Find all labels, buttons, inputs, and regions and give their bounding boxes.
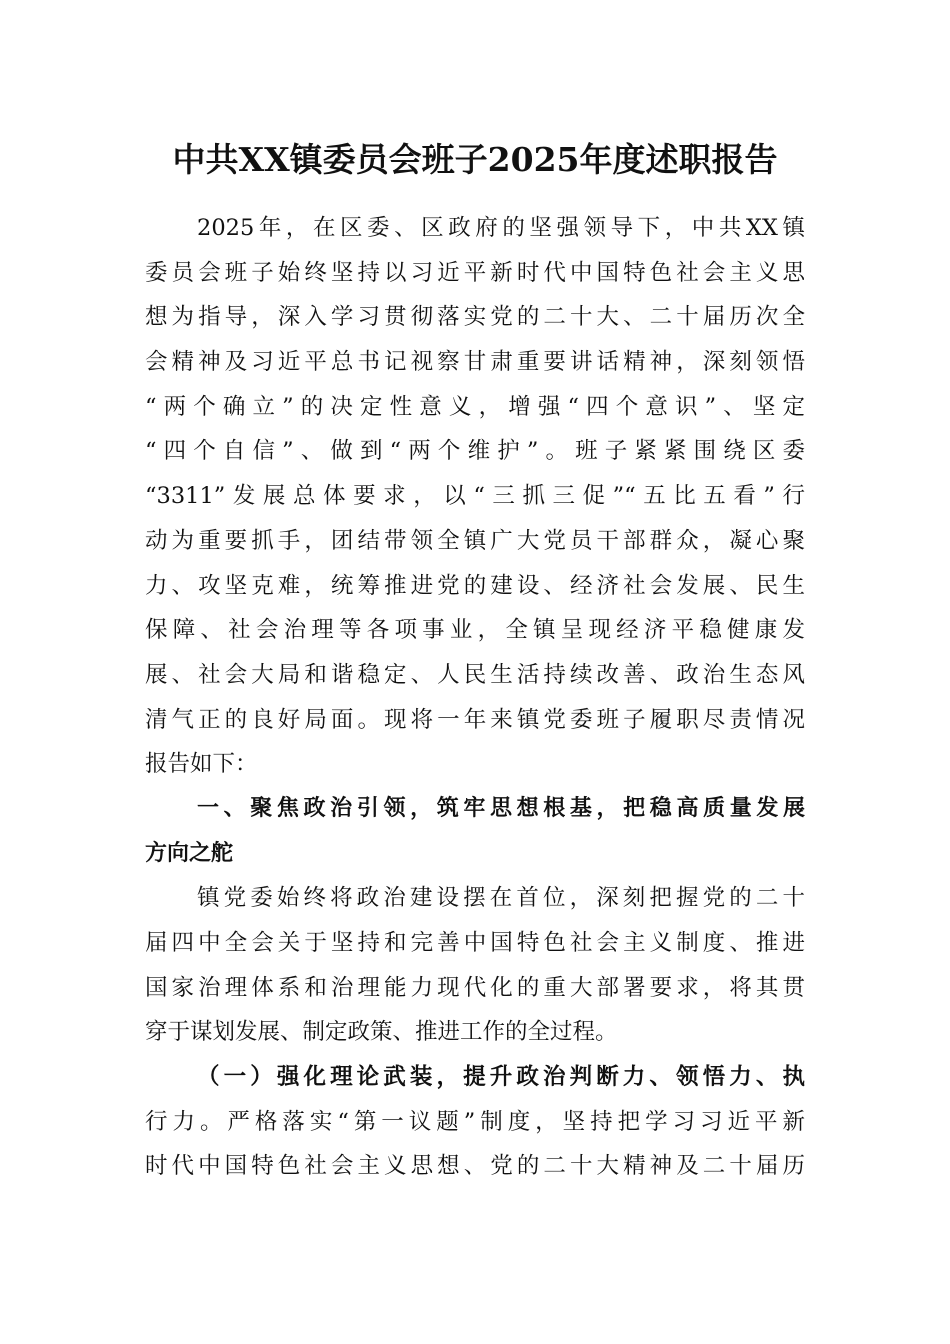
text-line: 会精神及习近平总书记视察甘肃重要讲话精神，深刻领悟 <box>145 349 805 376</box>
text-line: 镇党委始终将政治建设摆在首位，深刻把握党的二十 <box>197 885 805 912</box>
section-heading <box>145 787 805 876</box>
text-line: 穿于谋划发展、制定政策、推进工作的全过程。 <box>145 1019 618 1046</box>
subsection-paragraph <box>145 1055 805 1189</box>
text-line: 行力。严格落实“第一议题”制度，坚持把学习习近平新 <box>145 1108 805 1135</box>
section-paragraph <box>145 876 805 1055</box>
text-line: 想为指导，深入学习贯彻落实党的二十大、二十届历次全 <box>145 304 805 331</box>
text-line: 动为重要抓手，团结带领全镇广大党员干部群众，凝心聚 <box>145 527 805 554</box>
heading-line: 方向之舵 <box>145 840 234 866</box>
intro-paragraph <box>145 206 805 787</box>
text-line: 届四中全会关于坚持和完善中国特色社会主义制度、推进 <box>145 930 805 956</box>
text-line: 委员会班子始终坚持以习近平新时代中国特色社会主义思 <box>145 259 805 286</box>
document-body <box>145 206 805 1189</box>
text-line: 展、社会大局和谐稳定、人民生活持续改善、政治生态风 <box>145 661 805 688</box>
text-line: 清气正的良好局面。现将一年来镇党委班子履职尽责情况 <box>145 706 805 733</box>
subheading-line: （一）强化理论武装，提升政治判断力、领悟力、执 <box>197 1064 805 1091</box>
heading-line: 一、聚焦政治引领，筑牢思想根基，把稳高质量发展 <box>197 795 805 821</box>
text-line: 力、攻坚克难，统筹推进党的建设、经济社会发展、民生 <box>145 572 805 599</box>
text-line: 时代中国特色社会主义思想、党的二十大精神及二十届历 <box>145 1153 805 1180</box>
text-line: “四个自信”、做到“两个维护”。班子紧紧围绕区委 <box>145 438 805 465</box>
text-line: “两个确立”的决定性意义，增强“四个意识”、坚定 <box>145 393 805 420</box>
text-line: 2025年，在区委、区政府的坚强领导下，中共XX镇 <box>197 215 805 241</box>
text-line: 报告如下： <box>145 751 258 778</box>
document-title: 中共XX镇委员会班子2025年度述职报告 <box>172 140 778 180</box>
text-line: 保障、社会治理等各项事业，全镇呈现经济平稳健康发 <box>145 617 805 644</box>
text-line: 国家治理体系和治理能力现代化的重大部署要求，将其贯 <box>145 974 805 1001</box>
text-line: “3311”发展总体要求，以“三抓三促”“五比五看”行 <box>145 483 805 510</box>
